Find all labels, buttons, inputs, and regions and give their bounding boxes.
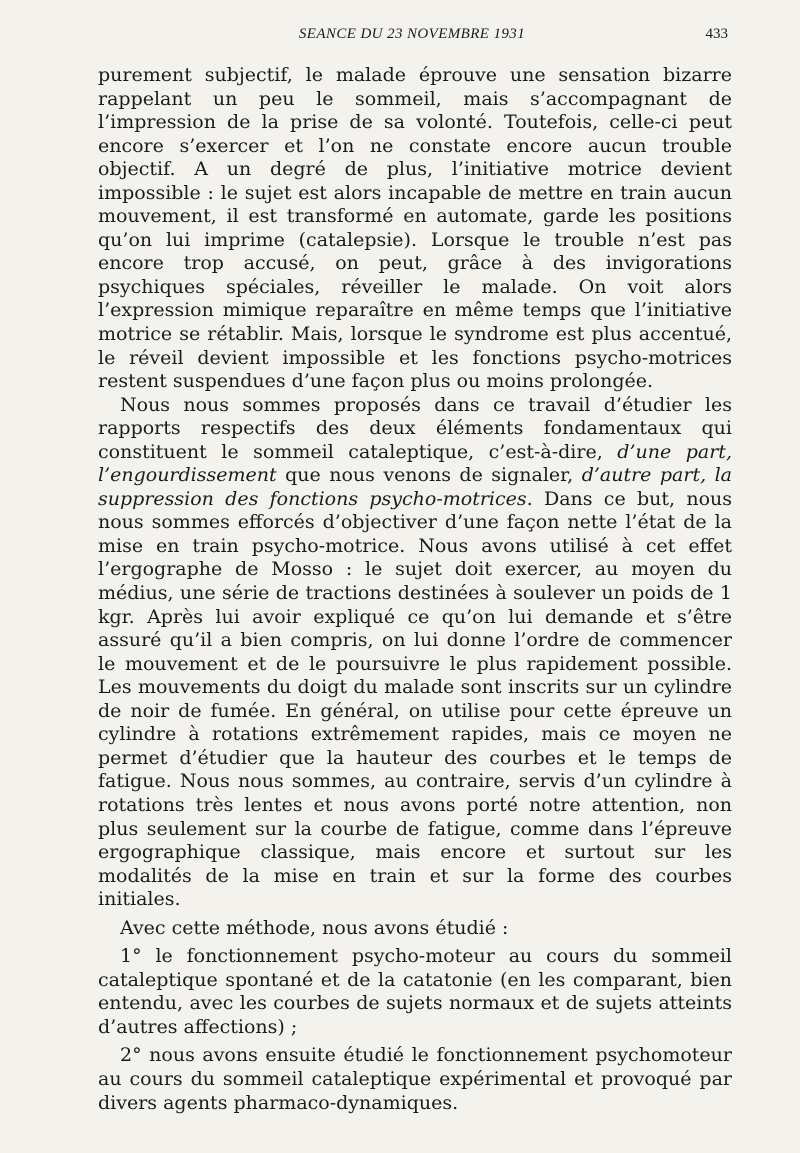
paragraph-4: 1° le fonctionnement psycho-moteur au cours du sommeil cataleptique spontané et de la catatonie (en les comparant, bien entendu, avec les courbes de sujets normaux et de sujets atteints d’autres affections) ; (98, 945, 732, 1038)
running-header (96, 26, 728, 48)
paragraph-1: purement subjectif, le malade éprouve une sensation bizarre rappelant un peu le sommeil, mais s’accompagnant de l’impression de la prise de sa volonté. Toutefois, celle-ci peut encore s’exercer et l’on ne constate encore aucun trouble objectif. A un degré de plus, l’initiative motrice devient impossible : le sujet est alors incapable de mettre en train aucun mouvement, il est transformé en automate, garde les positions qu’on lui imprime (catalepsie). Lorsque le trouble n’est pas encore trop accusé, on peut, grâce à des invigorations psychiques spéciales, réveiller le malade. On voit alors l’expression mimique reparaître en même temps que l’initiative motrice se rétablir. Mais, lorsque le syndrome est plus accentué, le réveil devient impossible et les fonctions psycho-motrices restent suspendues d’une façon plus ou moins prolongée. (98, 64, 732, 393)
paragraph-2-text-c: . Dans ce but, nous nous sommes efforcés d’objectiver d’une façon nette l’état de la mise en train psycho-motrice. Nous avons utilisé à cet effet l’ergographe de Mosso : le sujet doit exercer, au moyen du médius, une série de tractions destinées à soulever un poids de 1 kgr. Après lui avoir expliqué ce qu’on lui demande et s’être assuré qu’il a bien compris, on lui donne l’ordre de commencer le mouvement et de le poursuivre le plus rapidement possible. Les mouvements du doigt du malade sont inscrits sur un cylindre de noir de fumée. En général, on utilise pour cette épreuve un cylindre à rotations extrêmement rapides, mais ce moyen ne permet d’étudier que la hauteur des courbes et le temps de fatigue. Nous nous sommes, au contraire, servis d’un cylindre à rotations très lentes et nous avons porté notre attention, non plus seulement sur la courbe de fatigue, comme dans l’épreuve ergographique classique, mais encore et surtout sur les modalités de la mise en train et sur la forme des courbes initiales. (98, 487, 732, 911)
paragraph-2 (98, 394, 732, 912)
paragraph-2-text-a: Nous nous sommes proposés dans ce travail d’étudier les rapports respectifs des deux éléments fondamentaux qui constituent le sommeil cataleptique, c’est-à-dire, (98, 393, 732, 463)
paragraph-5: 2° nous avons ensuite étudié le fonctionnement psychomoteur au cours du sommeil cataleptique expérimental et provoqué par divers agents pharmaco-dynamiques. (98, 1044, 732, 1114)
paragraph-2-italic-1: d’une part, l’engourdissement (98, 440, 732, 487)
page-number: 433 (705, 26, 728, 42)
paragraph-2-italic-2: d’autre part, la suppression des fonctions psycho-motrices (98, 464, 732, 510)
paragraph-2-text-b: que nous venons de signaler, (276, 464, 582, 487)
running-title: SEANCE DU 23 NOVEMBRE 1931 (298, 26, 526, 42)
paragraph-3: Avec cette méthode, nous avons étudié : (120, 916, 509, 939)
body-text (98, 64, 732, 1115)
